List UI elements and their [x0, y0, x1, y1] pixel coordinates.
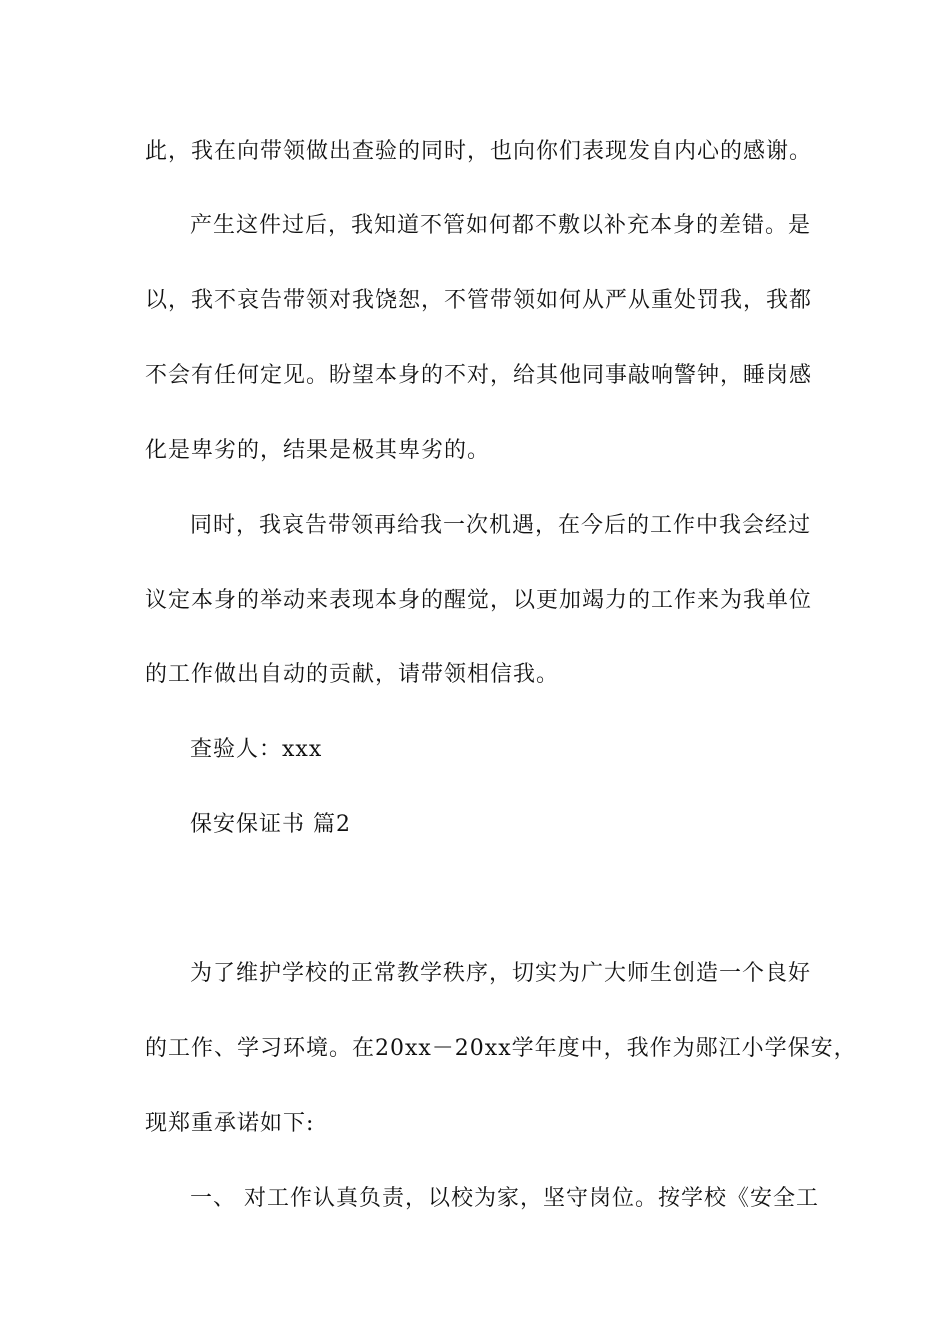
list-item: 一、 对工作认真负责，以校为家，坚守岗位。按学校《安全工 [190, 1186, 819, 1211]
section-heading: 保安保证书 篇2 [190, 812, 351, 837]
paragraph-line: 的工作、学习环境。在20xx－20xx学年度中，我作为郧江小学保安， [145, 1036, 857, 1061]
signature-line: 查验人：xxx [190, 737, 323, 762]
paragraph-line: 同时，我哀告带领再给我一次机遇，在今后的工作中我会经过 [190, 513, 812, 538]
paragraph-line: 产生这件过后，我知道不管如何都不敷以补充本身的差错。是 [190, 213, 812, 238]
paragraph-line: 的工作做出自动的贡献，请带领相信我。 [145, 662, 560, 687]
paragraph-line: 以，我不哀告带领对我饶恕，不管带领如何从严从重处罚我，我都 [145, 288, 813, 313]
paragraph-line: 化是卑劣的，结果是极其卑劣的。 [145, 438, 491, 463]
paragraph-line: 不会有任何定见。盼望本身的不对，给其他同事敲响警钟，睡岗感 [145, 363, 813, 388]
paragraph-line: 为了维护学校的正常教学秩序，切实为广大师生创造一个良好 [190, 961, 812, 986]
paragraph-line: 现郑重承诺如下: [145, 1111, 315, 1136]
paragraph-line: 此，我在向带领做出查验的同时，也向你们表现发自内心的感谢。 [145, 139, 813, 164]
paragraph-line: 议定本身的举动来表现本身的醒觉，以更加竭力的工作来为我单位 [145, 588, 813, 613]
